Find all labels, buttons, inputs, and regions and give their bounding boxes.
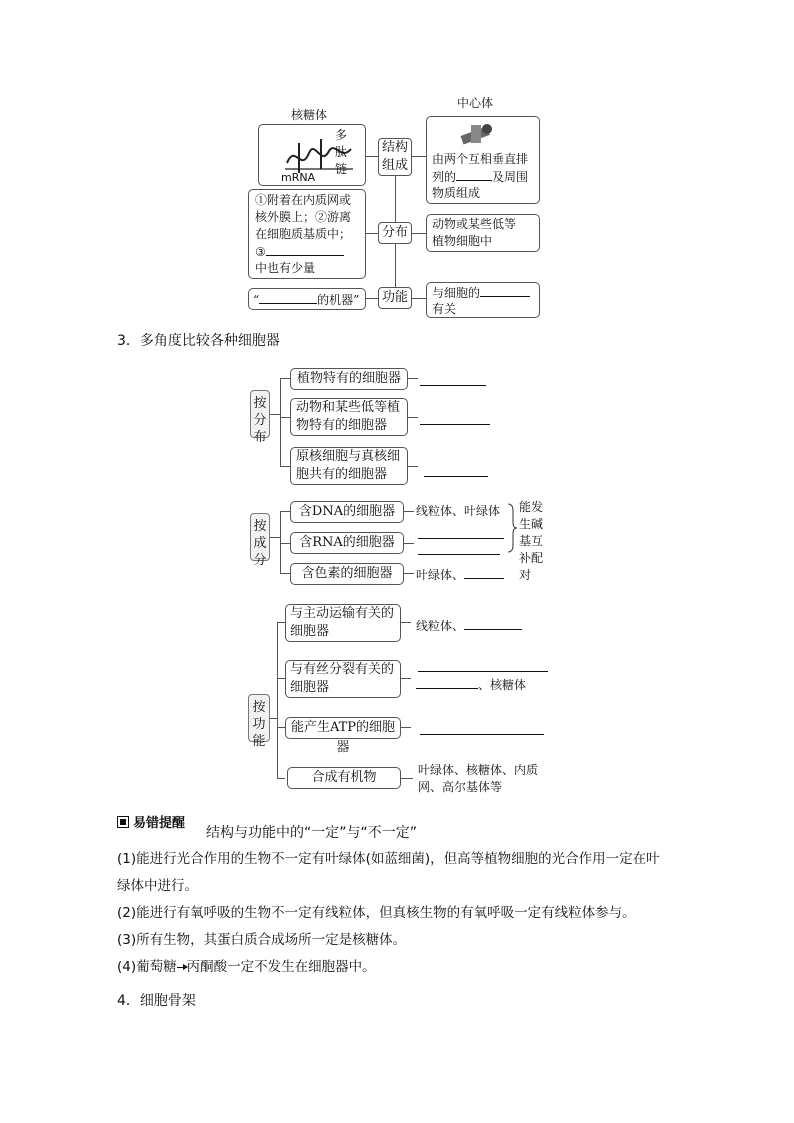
answer-blank [418, 671, 548, 672]
structure-text-line3: 物质组成 [432, 186, 481, 200]
tip-point-4: (4)葡萄糖 丙酮酸一定不发生在细胞器中。 [117, 959, 376, 975]
arrow-distribution-right [412, 233, 426, 234]
ribosome-function-box: “ 的机器” [248, 288, 366, 310]
atp-organelles: 能产生ATP的细胞器 [285, 717, 401, 739]
structure-text-line2: 列的 及周围 [432, 170, 529, 184]
by-composition-label: 按 成 分 [250, 513, 270, 561]
centrosome-structure-box [426, 116, 540, 204]
tip-point-3: (3)所有生物，其蛋白质合成场所一定是核糖体。 [117, 932, 407, 948]
centrosome-distribution-box: 动物或某些低等 植物细胞中 [426, 214, 540, 252]
answer-blank [420, 424, 490, 425]
rna-organelles: 含RNA的细胞器 [290, 532, 404, 554]
dna-answer: 线粒体、叶绿体 [416, 504, 501, 518]
tip-point-1: (1)能进行光合作用的生物不一定有叶绿体(如蓝细菌)，但高等植物细胞的光合作用一定在叶 [117, 851, 660, 867]
pigment-answer: 叶绿体、 [416, 568, 465, 582]
tip-point-2: (2)能进行有氧呼吸的生物不一定有线粒体，但真核生物的有氧呼吸一定有线粒体参与。 [117, 905, 636, 921]
peptide-chain-label: 多 肽 链 [335, 128, 348, 176]
active-transport-organelles: 与主动运输有关的 细胞器 [285, 604, 401, 642]
ribosome-picture-box [258, 124, 366, 186]
animal-only-organelles: 动物和某些低等植 物特有的细胞器 [290, 398, 408, 436]
arrow-structure-right [412, 156, 426, 157]
transport-answer: 线粒体、 [416, 619, 465, 633]
function-label: 功能 [378, 287, 412, 309]
answer-blank [424, 476, 488, 477]
arrow-right-icon [177, 967, 187, 968]
arrow-function-right [412, 298, 426, 299]
section3-title: 3．多角度比较各种细胞器 [117, 333, 280, 349]
answer-blank [418, 554, 500, 555]
structure-text-line1: 由两个互相垂直排 [432, 152, 529, 166]
pigment-organelles: 含色素的细胞器 [290, 563, 404, 585]
plant-only-organelles: 植物特有的细胞器 [290, 368, 408, 390]
brace-note: 能发 生碱 基互 补配 对 [519, 500, 544, 582]
mitosis-answer: 、核糖体 [478, 678, 527, 692]
brace-icon [506, 503, 518, 553]
answer-blank [420, 734, 544, 735]
tip-point-1-cont: 绿体中进行。 [117, 878, 198, 894]
distribution-label: 分布 [378, 222, 412, 244]
tip-heading: 易错提醒 [133, 816, 186, 831]
by-distribution-label: 按 分 布 [250, 390, 270, 438]
ribosome-title: 核糖体 [291, 108, 328, 122]
arrow-structure-left [366, 156, 378, 157]
mrna-label: mRNA [281, 171, 316, 184]
section4-title: 4．细胞骨架 [117, 993, 196, 1009]
answer-blank [420, 385, 486, 386]
centriole-icon [457, 121, 497, 147]
answer-blank [418, 538, 504, 539]
structure-label: 结构 组成 [378, 138, 412, 176]
tip-icon [117, 816, 129, 828]
synthesis-answer: 叶绿体、核糖体、内质 网、高尔基体等 [418, 763, 539, 794]
centrosome-title: 中心体 [457, 96, 494, 110]
centrosome-function-box: 与细胞的 有关 [426, 282, 540, 318]
dna-organelles: 含DNA的细胞器 [290, 501, 404, 523]
ribosome-distribution-box: ①附着在内质网或 核外膜上；②游离 在细胞质基质中； ③ 中也有少量 [248, 189, 366, 279]
by-function-label: 按 功 能 [248, 694, 270, 742]
tip-subtitle: 结构与功能中的“一定”与“不一定” [206, 825, 418, 841]
arrow-distribution-left [366, 233, 378, 234]
arrow-function-left [366, 298, 378, 299]
mitosis-organelles: 与有丝分裂有关的 细胞器 [285, 660, 401, 698]
organic-synthesis-organelles: 合成有机物 [287, 767, 401, 789]
shared-organelles: 原核细胞与真核细 胞共有的细胞器 [290, 447, 408, 485]
